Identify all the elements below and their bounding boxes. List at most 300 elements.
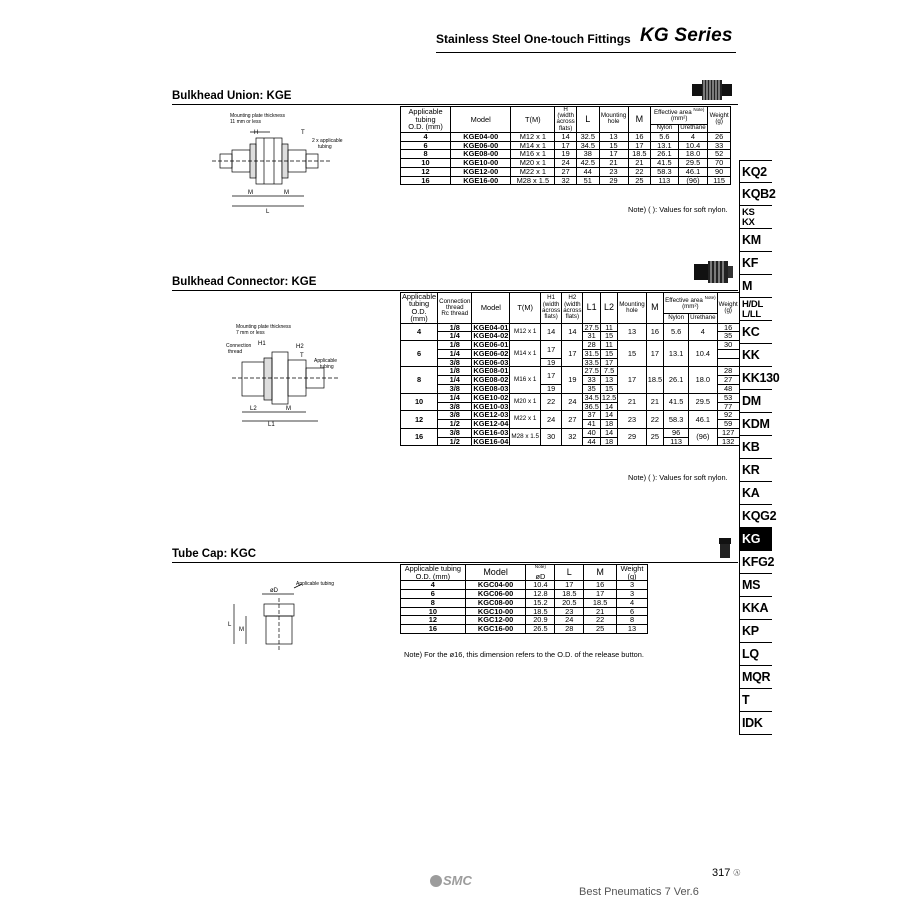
union-cell-urethane: 4 xyxy=(678,132,708,141)
header-series: KG Series xyxy=(640,25,733,46)
conn-cell-L1: 35 xyxy=(583,384,600,393)
conn-cell-model: KGE16-03 xyxy=(473,427,509,437)
conn-cell-urethane: 4 xyxy=(689,323,717,341)
conn-col-weight: Weight (g) xyxy=(717,293,739,324)
cap-cell-weight: 8 xyxy=(617,616,648,625)
conn-cell-H2: 17 xyxy=(562,341,583,367)
conn-cell-weight: 92 xyxy=(717,411,739,420)
connector-diagram xyxy=(222,320,342,430)
cap-cell-L: 20.5 xyxy=(555,598,584,607)
conn-cell-T: M12 x 1 xyxy=(510,323,541,341)
conn-cell-nylon: 5.6 xyxy=(664,323,689,341)
svg-text:11 mm or less: 11 mm or less xyxy=(230,119,262,125)
union-cell-urethane: (96) xyxy=(678,176,708,185)
svg-text:2 x applicable: 2 x applicable xyxy=(312,138,343,144)
svg-text:Connection: Connection xyxy=(226,343,252,349)
union-cell-T: M28 x 1.5 xyxy=(511,176,555,185)
cap-table-body xyxy=(401,581,648,634)
conn-cell-thread: 1/4 xyxy=(438,332,472,341)
side-tab-h-dl-l-ll[interactable]: H/DL L/LL xyxy=(739,298,772,321)
side-tab-kq2[interactable]: KQ2 xyxy=(739,160,772,183)
conn-cell-urethane: 18.0 xyxy=(689,367,717,393)
cap-cell-model: KGC16-00 xyxy=(465,625,526,634)
cap-spec-table xyxy=(400,564,648,634)
conn-cell-L2: 11 xyxy=(600,323,617,332)
page-number-block xyxy=(712,867,740,879)
union-cell-M: 18.5 xyxy=(628,150,650,159)
union-cell-weight: 26 xyxy=(708,132,731,141)
cap-row xyxy=(401,625,648,634)
cap-cell-M: 22 xyxy=(584,616,617,625)
col-model: Model xyxy=(451,107,511,133)
conn-cell-L2: 14 xyxy=(600,428,617,437)
cap-col-weight: Weight (g) xyxy=(617,565,648,581)
cap-cell-model: KGC04-00 xyxy=(465,581,526,590)
conn-cell-nylon-b: 113 xyxy=(664,437,689,446)
cap-product-image xyxy=(718,537,732,559)
union-cell-weight: 33 xyxy=(708,141,731,150)
svg-text:Applicable: Applicable xyxy=(314,358,338,364)
conn-cell-H1: 24 xyxy=(541,411,562,429)
conn-col-tubing: Applicable tubing O.D. (mm) xyxy=(402,292,437,324)
side-tab-kg[interactable]: KG xyxy=(739,528,772,551)
union-row xyxy=(401,167,731,176)
conn-effective-label: Effective area xyxy=(665,296,703,304)
union-cell-model: KGE16-00 xyxy=(451,176,511,185)
svg-text:L: L xyxy=(266,209,270,215)
svg-text:7 mm or less: 7 mm or less xyxy=(236,330,265,336)
conn-cell-mounting: 13 xyxy=(618,323,646,341)
union-cell-urethane: 46.1 xyxy=(678,167,708,176)
svg-text:tubing: tubing xyxy=(320,364,334,370)
side-tab-kb[interactable]: KB xyxy=(739,436,772,459)
conn-col-T: T(M) xyxy=(510,293,541,324)
side-tab-kk[interactable]: KK xyxy=(739,344,772,367)
conn-cell-mounting: 17 xyxy=(618,367,646,393)
union-cell-M: 25 xyxy=(628,176,650,185)
union-cell-nylon: 58.3 xyxy=(651,167,679,176)
cap-cell-tubing: 16 xyxy=(401,625,466,634)
union-cell-T: M12 x 1 xyxy=(511,132,555,141)
cap-cell-D: 18.5 xyxy=(526,607,555,616)
conn-cell-L2: 15 xyxy=(600,384,617,393)
conn-cell-model: KGE08-03 xyxy=(473,383,509,393)
connector-row xyxy=(401,428,740,437)
cap-cell-weight: 4 xyxy=(617,598,648,607)
conn-cell-weight: 30 xyxy=(717,341,739,350)
conn-col-M: M xyxy=(646,293,663,324)
conn-cell-weight: 53 xyxy=(717,393,739,402)
union-cell-tubing: 10 xyxy=(401,159,451,168)
union-cell-mounting: 13 xyxy=(599,132,628,141)
conn-cell-mounting: 23 xyxy=(618,411,646,429)
union-cell-M: 22 xyxy=(628,167,650,176)
conn-cell-H1: 17 xyxy=(541,367,562,385)
effective-unit: (mm²) xyxy=(670,115,688,123)
conn-cell-mounting: 29 xyxy=(618,428,646,446)
conn-cell-L1: 31.5 xyxy=(584,348,599,358)
conn-cell-weight: 35 xyxy=(717,332,739,341)
union-cell-mounting: 29 xyxy=(599,176,628,185)
conn-cell-T: M20 x 1 xyxy=(510,393,541,411)
side-tab-t[interactable]: T xyxy=(739,689,772,712)
union-cell-T: M20 x 1 xyxy=(511,159,555,168)
conn-cell-L1: 33.5 xyxy=(584,357,599,367)
union-cell-weight: 115 xyxy=(708,176,731,185)
union-note: Note) ( ): Values for soft nylon. xyxy=(628,205,728,214)
cap-row xyxy=(401,590,648,599)
side-tab-kqg2[interactable]: KQG2 xyxy=(739,505,772,528)
conn-cell-L1: 33 xyxy=(583,376,600,385)
union-cell-mounting: 21 xyxy=(599,159,628,168)
cap-cell-D: 20.9 xyxy=(526,616,555,625)
conn-cell-thread: 1/8 xyxy=(438,341,472,350)
union-cell-urethane: 18.0 xyxy=(678,150,708,159)
conn-cell-T: M16 x 1 xyxy=(510,367,541,393)
svg-text:H1: H1 xyxy=(258,341,266,347)
conn-cell-H2: 32 xyxy=(562,428,583,446)
cap-cell-model: KGC08-00 xyxy=(465,598,526,607)
cap-cell-L: 23 xyxy=(555,607,584,616)
conn-cell-L2: 13 xyxy=(600,376,617,385)
conn-cell-H2: 27 xyxy=(562,411,583,429)
conn-cell-nylon: 96 xyxy=(664,428,689,437)
page-number: 317 xyxy=(712,867,731,879)
side-tab-ka[interactable]: KA xyxy=(739,482,772,505)
conn-cell-tubing: 4 xyxy=(401,323,438,341)
conn-col-thread: Connection thread Rc thread xyxy=(438,293,472,324)
connector-product-image xyxy=(692,258,734,284)
union-cell-M: 16 xyxy=(628,132,650,141)
cap-cell-model: KGC06-00 xyxy=(465,590,526,599)
union-cell-nylon: 26.1 xyxy=(651,150,679,159)
conn-cell-H2: 19 xyxy=(562,367,583,393)
conn-cell-tubing: 16 xyxy=(401,428,438,446)
svg-text:Applicable tubing: Applicable tubing xyxy=(296,581,335,587)
side-tab-km[interactable]: KM xyxy=(739,229,772,252)
col-nylon: Nylon xyxy=(651,124,679,132)
conn-cell-T: M14 x 1 xyxy=(510,341,541,367)
conn-cell-nylon: 26.1 xyxy=(664,367,689,393)
header-subtitle: Stainless Steel One-touch Fittings xyxy=(436,32,631,46)
conn-cell-L2: 7.5 xyxy=(600,367,617,376)
union-cell-urethane: 29.5 xyxy=(678,159,708,168)
union-cell-M: 17 xyxy=(628,141,650,150)
conn-cell-model: KGE06-01 xyxy=(473,340,509,350)
cap-cell-L: 24 xyxy=(555,616,584,625)
side-tab-ms[interactable]: MS xyxy=(739,574,772,597)
cap-row xyxy=(401,607,648,616)
conn-col-nylon: Nylon xyxy=(664,313,689,323)
smc-logo xyxy=(430,873,472,888)
conn-cell-L1: 28 xyxy=(583,341,600,350)
union-cell-tubing: 4 xyxy=(401,132,451,141)
conn-cell-L2: 18 xyxy=(600,437,617,446)
conn-cell-H1: 22 xyxy=(541,393,562,411)
conn-cell-L2: 17 xyxy=(600,358,617,367)
conn-cell-weight: 27 xyxy=(717,376,739,385)
union-cell-model: KGE08-00 xyxy=(451,150,511,159)
union-cell-nylon: 113 xyxy=(651,176,679,185)
cap-cell-tubing: 10 xyxy=(401,607,466,616)
col-T: T(M) xyxy=(511,107,555,133)
conn-effective-note: Note) xyxy=(704,294,716,300)
conn-cell-L1: 44 xyxy=(583,437,600,446)
conn-cell-thread: 1/4 xyxy=(438,376,472,385)
side-tab-kc[interactable]: KC xyxy=(739,321,772,344)
conn-cell-L1: 37 xyxy=(583,411,600,420)
cap-col-tubing: Applicable tubing O.D. (mm) xyxy=(401,565,466,581)
side-tab-kp[interactable]: KP xyxy=(739,620,772,643)
side-tab-kk130[interactable]: KK130 xyxy=(739,367,772,390)
union-cell-T: M14 x 1 xyxy=(511,141,555,150)
effective-label: Effective area xyxy=(653,109,692,117)
conn-cell-weight: 132 xyxy=(717,437,739,446)
union-cell-mounting: 15 xyxy=(599,141,628,150)
cap-row xyxy=(401,581,648,590)
conn-cell-thread: 1/8 xyxy=(438,367,472,376)
svg-text:Mounting plate thickness: Mounting plate thickness xyxy=(230,113,286,119)
side-tab-m[interactable]: M xyxy=(739,275,772,298)
conn-cell-T: M28 x 1.5 xyxy=(510,428,541,446)
union-row xyxy=(401,132,731,141)
cap-cell-L: 28 xyxy=(555,625,584,634)
union-row xyxy=(401,176,731,185)
edition-label: Best Pneumatics 7 Ver.6 xyxy=(579,886,699,898)
union-cell-tubing: 12 xyxy=(401,167,451,176)
union-cell-L: 44 xyxy=(577,167,599,176)
cap-cell-D: 15.2 xyxy=(526,598,555,607)
conn-cell-L1: 36.5 xyxy=(584,401,599,411)
union-spec-table xyxy=(400,106,731,185)
union-diagram xyxy=(212,110,343,215)
side-tab-index xyxy=(739,160,780,735)
union-cell-model: KGE12-00 xyxy=(451,167,511,176)
cap-cell-tubing: 12 xyxy=(401,616,466,625)
conn-cell-model: KGE06-03 xyxy=(473,357,509,367)
union-cell-H: 32 xyxy=(555,176,577,185)
col-weight: Weight (g) xyxy=(708,107,731,133)
side-tab-ks-kx[interactable]: KS KX xyxy=(739,206,772,229)
conn-cell-mounting: 15 xyxy=(618,341,646,367)
union-cell-mounting: 23 xyxy=(599,167,628,176)
conn-col-H1: H1 (width across flats) xyxy=(541,293,562,324)
conn-cell-model: KGE12-04 xyxy=(473,419,509,429)
cap-cell-L: 17 xyxy=(555,581,584,590)
svg-text:L: L xyxy=(228,622,232,628)
conn-cell-thread: 1/2 xyxy=(438,420,472,429)
svg-text:M: M xyxy=(284,190,289,196)
cap-col-D xyxy=(526,565,555,581)
conn-cell-thread: 1/8 xyxy=(438,323,472,332)
conn-cell-model: KGE08-01 xyxy=(473,366,509,376)
cap-note: Note) For the ø16, this dimension refers to the O.D. of the release button. xyxy=(404,650,644,659)
conn-cell-thread: 3/8 xyxy=(438,358,472,367)
conn-cell-nylon: 13.1 xyxy=(664,341,689,367)
cap-cell-M: 25 xyxy=(584,625,617,634)
union-cell-mounting: 17 xyxy=(599,150,628,159)
svg-text:T: T xyxy=(300,353,304,359)
conn-cell-urethane: 46.1 xyxy=(689,411,717,429)
svg-text:øD: øD xyxy=(270,588,278,594)
col-M: M xyxy=(628,107,650,133)
union-cell-H: 19 xyxy=(555,150,577,159)
union-cell-model: KGE10-00 xyxy=(451,159,511,168)
cap-diagram xyxy=(222,576,342,656)
conn-cell-tubing: 6 xyxy=(401,341,438,367)
cap-cell-weight: 3 xyxy=(617,581,648,590)
union-cell-T: M16 x 1 xyxy=(511,150,555,159)
conn-cell-model: KGE06-02 xyxy=(473,348,509,358)
col-mounting: Mounting hole xyxy=(599,107,628,133)
effective-note: Note) xyxy=(693,107,705,113)
union-product-image xyxy=(690,76,734,102)
cap-row xyxy=(401,598,648,607)
conn-col-effective xyxy=(664,293,717,314)
union-cell-H: 17 xyxy=(555,141,577,150)
cap-D-note: Note) xyxy=(534,564,546,569)
conn-cell-M: 16 xyxy=(646,323,663,341)
cap-D-label: øD xyxy=(535,571,546,581)
conn-cell-thread: 3/8 xyxy=(438,411,472,420)
conn-cell-L2: 15 xyxy=(600,332,617,341)
union-cell-nylon: 41.5 xyxy=(651,159,679,168)
conn-cell-L1: 41 xyxy=(583,420,600,429)
svg-text:M: M xyxy=(239,627,244,633)
union-cell-tubing: 8 xyxy=(401,150,451,159)
connector-rule xyxy=(172,290,738,291)
conn-cell-L1: 31 xyxy=(583,332,600,341)
conn-cell-H1: 14 xyxy=(541,323,562,341)
conn-col-model: Model xyxy=(472,293,510,324)
conn-cell-model: KGE16-04 xyxy=(473,436,509,446)
conn-cell-weight: 16 xyxy=(717,323,739,332)
side-tab-mqr[interactable]: MQR xyxy=(739,666,772,689)
cap-cell-M: 21 xyxy=(584,607,617,616)
cap-cell-tubing: 6 xyxy=(401,590,466,599)
conn-cell-urethane: 10.4 xyxy=(689,341,717,367)
col-H: H (width across flats) xyxy=(556,106,575,132)
conn-cell-weight: 77 xyxy=(717,402,739,411)
cap-cell-tubing: 4 xyxy=(401,581,466,590)
union-cell-nylon: 5.6 xyxy=(651,132,679,141)
cap-rule xyxy=(172,562,738,563)
conn-cell-thread: 3/8 xyxy=(438,402,472,411)
side-tab-kqb2[interactable]: KQB2 xyxy=(739,183,772,206)
side-tab-kdm[interactable]: KDM xyxy=(739,413,772,436)
conn-cell-mounting: 21 xyxy=(618,393,646,411)
connector-row xyxy=(401,393,740,402)
union-rule xyxy=(172,104,738,105)
conn-cell-M: 17 xyxy=(646,341,663,367)
cap-cell-weight: 6 xyxy=(617,607,648,616)
conn-cell-thread: 1/2 xyxy=(438,437,472,446)
side-tab-kr[interactable]: KR xyxy=(739,459,772,482)
conn-cell-model: KGE10-02 xyxy=(473,392,509,402)
conn-cell-H1: 17 xyxy=(541,341,562,359)
header-rule xyxy=(436,52,736,53)
col-effective xyxy=(651,107,708,125)
side-tab-dm[interactable]: DM xyxy=(739,390,772,413)
cap-cell-model: KGC12-00 xyxy=(465,616,526,625)
union-cell-tubing: 6 xyxy=(401,141,451,150)
conn-cell-model: KGE12-03 xyxy=(473,410,509,420)
conn-cell-model: KGE08-02 xyxy=(473,375,509,385)
cap-cell-M: 17 xyxy=(584,590,617,599)
col-tubing: Applicable tubing O.D. (mm) xyxy=(401,107,451,133)
svg-text:L1: L1 xyxy=(268,422,275,428)
conn-cell-H2: 24 xyxy=(562,393,583,411)
conn-cell-H1: 19 xyxy=(541,358,562,367)
conn-cell-L2: 15 xyxy=(600,349,617,358)
union-title: Bulkhead Union: KGE xyxy=(172,90,292,102)
conn-cell-tubing: 12 xyxy=(401,411,438,429)
side-tab-kf[interactable]: KF xyxy=(739,252,772,275)
conn-cell-urethane: (96) xyxy=(689,428,717,446)
svg-text:T: T xyxy=(301,130,305,136)
smc-logo-text: SMC xyxy=(443,873,472,888)
conn-col-L1: L1 xyxy=(583,293,600,324)
conn-cell-L2: 14 xyxy=(600,402,617,411)
side-tab-lq[interactable]: LQ xyxy=(739,643,772,666)
union-cell-T: M22 x 1 xyxy=(511,167,555,176)
conn-cell-M: 21 xyxy=(646,393,663,411)
conn-cell-weight: 48 xyxy=(717,384,739,393)
union-cell-weight: 52 xyxy=(708,150,731,159)
side-tab-kfg2[interactable]: KFG2 xyxy=(739,551,772,574)
union-cell-L: 38 xyxy=(577,150,599,159)
union-table-body xyxy=(401,132,731,185)
conn-cell-L2: 12.5 xyxy=(601,392,617,402)
col-L: L xyxy=(577,107,599,133)
connector-title: Bulkhead Connector: KGE xyxy=(172,276,317,288)
conn-cell-model: KGE04-01 xyxy=(473,322,509,332)
conn-cell-T: M22 x 1 xyxy=(510,411,541,429)
smc-logo-mark xyxy=(430,875,442,887)
svg-text:H: H xyxy=(254,130,259,136)
union-cell-model: KGE04-00 xyxy=(451,132,511,141)
svg-text:thread: thread xyxy=(228,349,243,355)
cap-row xyxy=(401,616,648,625)
conn-cell-L2: 11 xyxy=(600,341,617,350)
union-cell-H: 14 xyxy=(555,132,577,141)
cap-cell-tubing: 8 xyxy=(401,598,466,607)
cap-cell-weight: 13 xyxy=(617,625,648,634)
cap-col-M: M xyxy=(584,565,617,581)
union-cell-H: 27 xyxy=(555,167,577,176)
union-cell-nylon: 13.1 xyxy=(651,141,679,150)
connector-spec-table xyxy=(400,292,740,446)
union-cell-L: 51 xyxy=(577,176,599,185)
conn-col-urethane: Urethane xyxy=(690,314,716,322)
conn-effective-unit: (mm²) xyxy=(682,302,699,310)
cap-cell-D: 26.5 xyxy=(526,625,555,634)
conn-cell-weight xyxy=(717,349,739,358)
connector-table-body xyxy=(401,323,740,446)
conn-cell-thread: 1/4 xyxy=(438,393,472,402)
cap-cell-M: 18.5 xyxy=(584,598,617,607)
cap-cell-weight: 3 xyxy=(617,590,648,599)
side-tab-idk[interactable]: IDK xyxy=(739,712,772,735)
cap-cell-M: 16 xyxy=(584,581,617,590)
side-tab-kka[interactable]: KKA xyxy=(739,597,772,620)
conn-cell-tubing: 10 xyxy=(401,393,438,411)
col-urethane: Urethane xyxy=(678,124,708,132)
union-cell-L: 32.5 xyxy=(577,132,599,141)
cap-col-L: L xyxy=(555,565,584,581)
svg-text:M: M xyxy=(286,406,291,412)
conn-cell-L1: 40 xyxy=(583,428,600,437)
